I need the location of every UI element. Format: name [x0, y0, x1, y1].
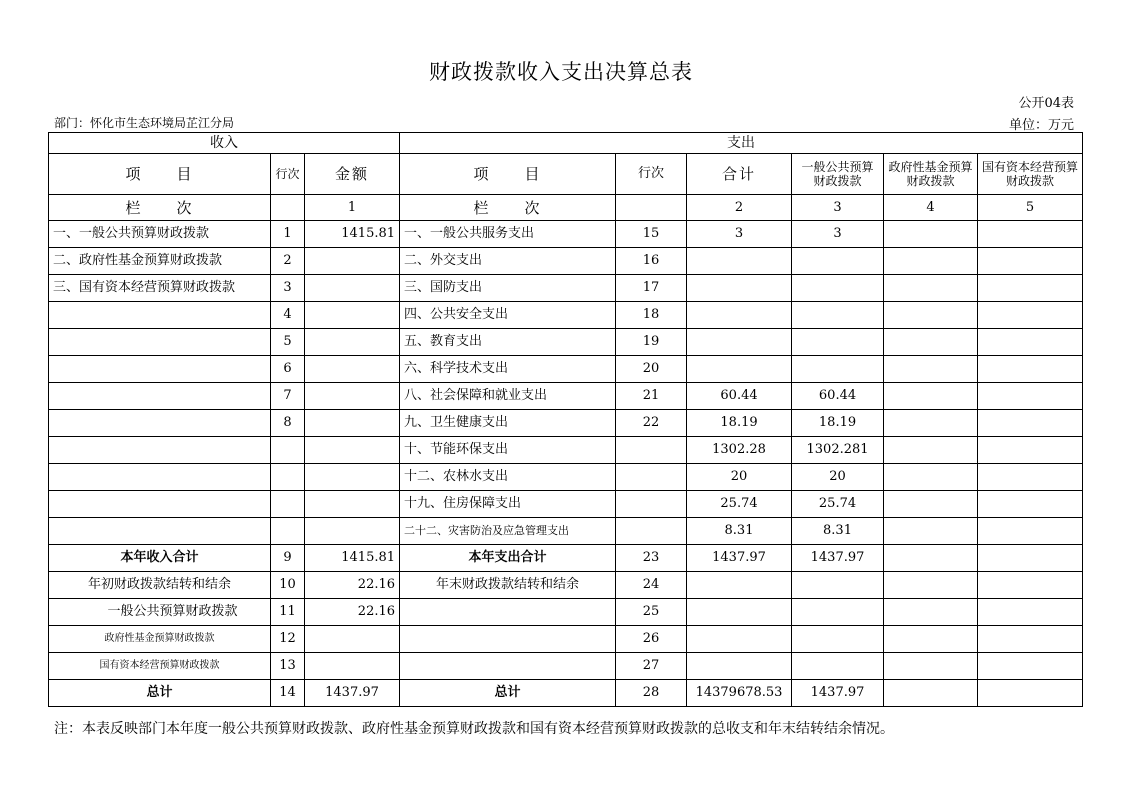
table-row: [49, 383, 1083, 410]
income-line-cell: 6: [271, 356, 305, 383]
lanci-right-line: [616, 195, 687, 221]
form-code: 公开04表: [1018, 96, 1074, 111]
gov-fund-amount-cell: [884, 302, 978, 329]
expense-item-cell: 年末财政拨款结转和结余: [400, 572, 616, 599]
expense-item-cell: [400, 653, 616, 680]
state-capital-amount-cell: [978, 545, 1083, 572]
expense-line-header: 行次: [616, 154, 687, 195]
income-section-header: 收入: [49, 133, 400, 154]
expense-line-cell: 21: [616, 383, 687, 410]
state-capital-amount-cell: [978, 626, 1083, 653]
income-item-cell: [49, 329, 271, 356]
income-amount-cell: [305, 275, 400, 302]
income-item-cell: 年初财政拨款结转和结余: [49, 572, 271, 599]
expense-line-cell: [616, 518, 687, 545]
table-row: [49, 464, 1083, 491]
income-line-cell: 3: [271, 275, 305, 302]
total-amount-cell: 18.19: [687, 410, 792, 437]
general-budget-amount-cell: [792, 302, 884, 329]
table-row: [49, 572, 1083, 599]
income-item-cell: 二、政府性基金预算财政拨款: [49, 248, 271, 275]
department-label: 部门：怀化市生态环境局芷江分局: [54, 116, 235, 130]
income-amount-cell: [305, 491, 400, 518]
table-row: [49, 248, 1083, 275]
state-capital-amount-cell: [978, 653, 1083, 680]
income-amount-cell: 1415.81: [305, 545, 400, 572]
table-row: [49, 356, 1083, 383]
income-item-cell: [49, 437, 271, 464]
income-amount-cell: 22.16: [305, 572, 400, 599]
state-capital-amount-cell: [978, 572, 1083, 599]
total-header: 合计: [687, 154, 792, 195]
state-capital-amount-cell: [978, 329, 1083, 356]
income-line-cell: 2: [271, 248, 305, 275]
income-item-header: 项 目: [49, 154, 271, 195]
state-capital-header: 国有资本经营预算财政拨款: [978, 154, 1083, 195]
income-amount-cell: [305, 302, 400, 329]
state-capital-amount-cell: [978, 599, 1083, 626]
income-item-cell: [49, 302, 271, 329]
table-row: [49, 302, 1083, 329]
total-amount-cell: [687, 626, 792, 653]
total-amount-cell: [687, 329, 792, 356]
state-capital-amount-cell: [978, 383, 1083, 410]
gov-fund-amount-cell: [884, 410, 978, 437]
general-budget-amount-cell: [792, 275, 884, 302]
income-amount-cell: [305, 626, 400, 653]
lanci-c2: 2: [687, 195, 792, 221]
income-item-cell: [49, 491, 271, 518]
expense-item-cell: 六、科学技术支出: [400, 356, 616, 383]
general-budget-amount-cell: 3: [792, 221, 884, 248]
expense-line-cell: 18: [616, 302, 687, 329]
footnote: 注：本表反映部门本年度一般公共预算财政拨款、政府性基金预算财政拨款和国有资本经营预算财政拨款的总收支和年末结转结余情况。: [54, 721, 894, 737]
expense-line-cell: 24: [616, 572, 687, 599]
income-item-cell: 政府性基金预算财政拨款: [49, 626, 271, 653]
page-title: 财政拨款收入支出决算总表: [429, 60, 693, 84]
gov-fund-amount-cell: [884, 329, 978, 356]
lanci-left-label: 栏 次: [49, 195, 271, 221]
expense-line-cell: 20: [616, 356, 687, 383]
expense-line-cell: 15: [616, 221, 687, 248]
lanci-c4: 4: [884, 195, 978, 221]
state-capital-amount-cell: [978, 518, 1083, 545]
expense-item-cell: 三、国防支出: [400, 275, 616, 302]
income-line-cell: 13: [271, 653, 305, 680]
total-amount-cell: [687, 572, 792, 599]
income-item-cell: [49, 383, 271, 410]
gov-fund-amount-cell: [884, 491, 978, 518]
income-line-cell: 14: [271, 680, 305, 707]
total-amount-cell: 1302.28: [687, 437, 792, 464]
income-line-cell: 9: [271, 545, 305, 572]
general-budget-amount-cell: 20: [792, 464, 884, 491]
expense-item-cell: 十、节能环保支出: [400, 437, 616, 464]
total-amount-cell: [687, 356, 792, 383]
expense-item-cell: 八、社会保障和就业支出: [400, 383, 616, 410]
table-row: [49, 599, 1083, 626]
income-item-cell: [49, 410, 271, 437]
income-amount-cell: [305, 356, 400, 383]
expense-item-cell: [400, 599, 616, 626]
total-amount-cell: 8.31: [687, 518, 792, 545]
total-amount-cell: 20: [687, 464, 792, 491]
expense-item-cell: 一、一般公共服务支出: [400, 221, 616, 248]
general-budget-amount-cell: 60.44: [792, 383, 884, 410]
income-line-cell: 12: [271, 626, 305, 653]
income-amount-cell: [305, 518, 400, 545]
general-budget-amount-cell: 25.74: [792, 491, 884, 518]
gov-fund-amount-cell: [884, 572, 978, 599]
gov-fund-amount-cell: [884, 518, 978, 545]
income-line-cell: [271, 491, 305, 518]
state-capital-amount-cell: [978, 275, 1083, 302]
general-budget-amount-cell: [792, 356, 884, 383]
total-amount-cell: [687, 302, 792, 329]
general-budget-amount-cell: 18.19: [792, 410, 884, 437]
expense-line-cell: 22: [616, 410, 687, 437]
unit-label: 单位：万元: [1008, 118, 1074, 133]
gov-fund-amount-cell: [884, 248, 978, 275]
fiscal-summary-table: [48, 132, 1083, 707]
income-amount-cell: [305, 464, 400, 491]
general-budget-header: 一般公共预算财政拨款: [792, 154, 884, 195]
expense-item-cell: 二、外交支出: [400, 248, 616, 275]
income-line-cell: 1: [271, 221, 305, 248]
expense-item-cell: 四、公共安全支出: [400, 302, 616, 329]
expense-item-cell: 本年支出合计: [400, 545, 616, 572]
state-capital-amount-cell: [978, 680, 1083, 707]
expense-item-cell: 总计: [400, 680, 616, 707]
expense-section-header: 支出: [400, 133, 1083, 154]
expense-item-cell: 五、教育支出: [400, 329, 616, 356]
total-amount-cell: 25.74: [687, 491, 792, 518]
state-capital-amount-cell: [978, 464, 1083, 491]
expense-line-cell: 23: [616, 545, 687, 572]
table-row: [49, 680, 1083, 707]
total-amount-cell: [687, 275, 792, 302]
income-item-cell: [49, 518, 271, 545]
table-row: [49, 518, 1083, 545]
expense-line-cell: 17: [616, 275, 687, 302]
expense-line-cell: 28: [616, 680, 687, 707]
general-budget-amount-cell: [792, 653, 884, 680]
general-budget-amount-cell: [792, 626, 884, 653]
general-budget-amount-cell: 8.31: [792, 518, 884, 545]
gov-fund-amount-cell: [884, 221, 978, 248]
lanci-left-line: [271, 195, 305, 221]
total-amount-cell: 60.44: [687, 383, 792, 410]
income-item-cell: 总计: [49, 680, 271, 707]
general-budget-amount-cell: [792, 599, 884, 626]
income-line-cell: 10: [271, 572, 305, 599]
income-item-cell: 三、国有资本经营预算财政拨款: [49, 275, 271, 302]
table-row: [49, 221, 1083, 248]
general-budget-amount-cell: [792, 248, 884, 275]
income-amount-cell: [305, 383, 400, 410]
expense-line-cell: [616, 464, 687, 491]
income-item-cell: 本年收入合计: [49, 545, 271, 572]
gov-fund-amount-cell: [884, 383, 978, 410]
table-row: [49, 653, 1083, 680]
expense-line-cell: [616, 437, 687, 464]
table-row: [49, 626, 1083, 653]
expense-item-cell: [400, 626, 616, 653]
lanci-c3: 3: [792, 195, 884, 221]
income-item-cell: 国有资本经营预算财政拨款: [49, 653, 271, 680]
gov-fund-amount-cell: [884, 680, 978, 707]
total-amount-cell: [687, 653, 792, 680]
state-capital-amount-cell: [978, 491, 1083, 518]
state-capital-amount-cell: [978, 410, 1083, 437]
gov-fund-amount-cell: [884, 275, 978, 302]
state-capital-amount-cell: [978, 356, 1083, 383]
lanci-c5: 5: [978, 195, 1083, 221]
gov-fund-amount-cell: [884, 653, 978, 680]
income-line-cell: 4: [271, 302, 305, 329]
table-row: [49, 275, 1083, 302]
general-budget-amount-cell: [792, 329, 884, 356]
table-row: [49, 437, 1083, 464]
general-budget-amount-cell: [792, 572, 884, 599]
income-item-cell: 一般公共预算财政拨款: [49, 599, 271, 626]
income-amount-cell: 22.16: [305, 599, 400, 626]
table-row: [49, 410, 1083, 437]
income-amount-cell: [305, 410, 400, 437]
expense-item-cell: 十九、住房保障支出: [400, 491, 616, 518]
section-header-row: [49, 133, 1083, 154]
income-line-cell: 7: [271, 383, 305, 410]
expense-item-cell: 二十二、灾害防治及应急管理支出: [400, 518, 616, 545]
expense-line-cell: 16: [616, 248, 687, 275]
general-budget-amount-cell: 1437.97: [792, 680, 884, 707]
lanci-left-amount: 1: [305, 195, 400, 221]
table-row: [49, 545, 1083, 572]
income-item-cell: [49, 356, 271, 383]
gov-fund-amount-cell: [884, 464, 978, 491]
gov-fund-amount-cell: [884, 545, 978, 572]
expense-line-cell: 25: [616, 599, 687, 626]
total-amount-cell: 1437.97: [687, 545, 792, 572]
income-amount-cell: [305, 437, 400, 464]
total-amount-cell: 14379678.53: [687, 680, 792, 707]
gov-fund-amount-cell: [884, 599, 978, 626]
expense-item-cell: 十二、农林水支出: [400, 464, 616, 491]
income-line-header: 行次: [271, 154, 305, 195]
income-item-cell: [49, 464, 271, 491]
income-amount-header: 金额: [305, 154, 400, 195]
state-capital-amount-cell: [978, 221, 1083, 248]
income-line-cell: [271, 437, 305, 464]
expense-line-cell: 19: [616, 329, 687, 356]
state-capital-amount-cell: [978, 248, 1083, 275]
gov-fund-header: 政府性基金预算财政拨款: [884, 154, 978, 195]
expense-item-cell: 九、卫生健康支出: [400, 410, 616, 437]
income-line-cell: 5: [271, 329, 305, 356]
income-amount-cell: 1437.97: [305, 680, 400, 707]
income-amount-cell: [305, 653, 400, 680]
gov-fund-amount-cell: [884, 356, 978, 383]
income-amount-cell: [305, 248, 400, 275]
income-amount-cell: 1415.81: [305, 221, 400, 248]
income-line-cell: [271, 464, 305, 491]
state-capital-amount-cell: [978, 437, 1083, 464]
income-line-cell: 8: [271, 410, 305, 437]
expense-line-cell: 27: [616, 653, 687, 680]
lanci-right-label: 栏 次: [400, 195, 616, 221]
general-budget-amount-cell: 1302.281: [792, 437, 884, 464]
table-row: [49, 329, 1083, 356]
state-capital-amount-cell: [978, 302, 1083, 329]
income-item-cell: 一、一般公共预算财政拨款: [49, 221, 271, 248]
gov-fund-amount-cell: [884, 626, 978, 653]
expense-line-cell: 26: [616, 626, 687, 653]
general-budget-amount-cell: 1437.97: [792, 545, 884, 572]
income-line-cell: [271, 518, 305, 545]
column-index-row: [49, 195, 1083, 221]
total-amount-cell: [687, 599, 792, 626]
total-amount-cell: [687, 248, 792, 275]
column-header-row: [49, 154, 1083, 195]
income-amount-cell: [305, 329, 400, 356]
expense-item-header: 项 目: [400, 154, 616, 195]
expense-line-cell: [616, 491, 687, 518]
table-row: [49, 491, 1083, 518]
income-line-cell: 11: [271, 599, 305, 626]
total-amount-cell: 3: [687, 221, 792, 248]
gov-fund-amount-cell: [884, 437, 978, 464]
